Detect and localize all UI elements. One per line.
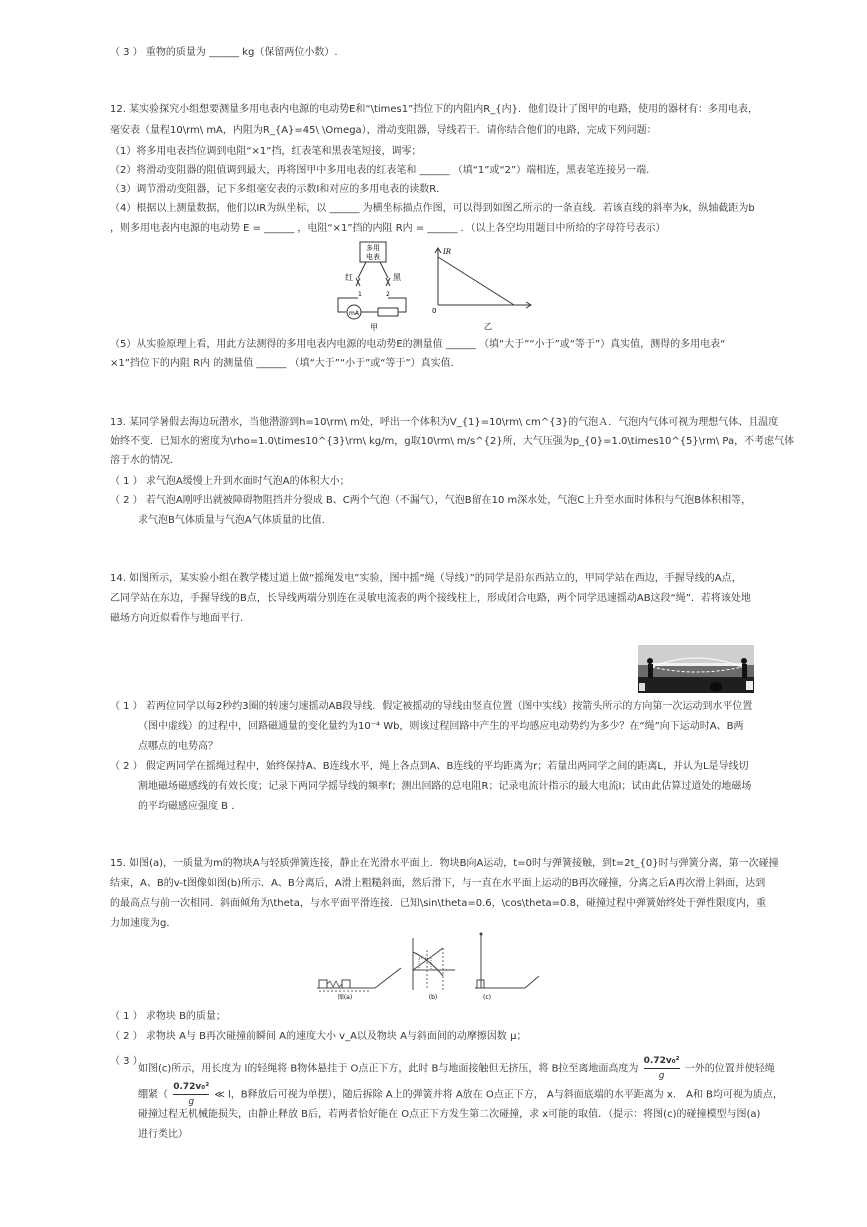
q13-intro-2: 始终不变．已知水的密度为\rho=1.0\times10^{3}\rm\ kg/m，g取10\rm\ m/s^{2}所，大气压强为p_{0}=1.0\times10^{5}\rm\ Pa，不考虑气体 <box>110 436 795 447</box>
meter-label-line1: 多用 <box>366 244 380 252</box>
meter-label-line2: 电表 <box>366 253 380 261</box>
q12-intro-1: 12. 某实验探究小组想要测量多用电表内电源的电动势E和“\times1”挡位下的内阻内R_{内}．他们设计了图甲的电路，使用的器材有：多用电表， <box>110 104 758 115</box>
red-probe-label: 红 <box>345 273 353 282</box>
q15-part-3d: 进行类比） <box>138 1129 188 1140</box>
fraction-numerator-2: 0.72v₀² <box>173 1080 209 1095</box>
terminal-2-label: 2 <box>386 291 390 298</box>
graph-y-axis-label: IR <box>443 248 452 256</box>
q14-part-1c: 点哪点的电势高？ <box>138 741 218 752</box>
q14-intro-1: 14. 如图所示，某实验小组在教学楼过道上做“摇绳发电”实验，图中摇“绳（导线）”的同学是沿东西站立的，甲同学站在西边，手握导线的A点， <box>110 573 742 584</box>
q14-part-1a: （ 1 ） 若两位同学以每2秒约3圈的转速匀速摇动AB段导线．假定被摇动的导线由竖直位置（图中实线）按箭头所示的方向第一次运动到水平位置 <box>110 701 753 712</box>
graph-yi <box>430 245 540 331</box>
q12-step-5a: （5）从实验原理上看，用此方法测得的多用电表内电源的电动势E的测量值 ______ （填“大于”“小于”或“等于”）真实值，测得的多用电表“ <box>110 339 726 350</box>
fraction-inline-2 <box>173 1080 209 1109</box>
q15-part-3-number: （ 3 ） <box>110 1056 143 1067</box>
q13-part-1: （ 1 ） 求气泡A缓慢上升到水面时气泡A的体积大小； <box>110 476 350 487</box>
q14-part-1b: （图中虚线）的过程中，回路磁通量的变化量约为10⁻⁴ Wb，则该过程回路中产生的平均感应电动势约为多少？在“绳”向下运动时A、B两 <box>138 721 744 732</box>
q15-part-3b-text: ≪ l，B释放后可视为单摆），随后拆除 A上的弹簧并将 A放在 O点正下方， A与斜面底端的水平距离为 x． A和 B均可视为质点， <box>214 1089 783 1101</box>
q12-intro-2: 毫安表（量程10\rm\ mA，内阻为R_{A}=45\ \Omega），滑动变阻器，导线若干．请你结合他们的电路，完成下列问题： <box>110 125 657 136</box>
q12-step-3: （3）调节滑动变阻器，记下多组毫安表的示数I和对应的多用电表的读数R． <box>110 184 447 195</box>
q12-step-5b: ×1”挡位下的内阻 R内 的测量值 ______ （填“大于”“小于”或“等于”）真实值． <box>110 358 461 369</box>
q15-part-3a-text: 如图(c)所示，用长度为 l的轻绳将 B物体悬挂于 O点正下方，此时 B与地面接触但无挤压，将 B拉至离地面高度为 <box>138 1063 639 1075</box>
q15-part-3c: 碰撞过程无机械能损失，由静止释放 B后，若两者恰好能在 O点正下方发生第二次碰撞，求 x可能的取值．（提示：将图(c)的碰撞模型与图(a) <box>138 1109 761 1120</box>
fraction-denominator-2: g <box>188 1097 195 1107</box>
q12-step-4b: ，则多用电表内电源的电动势 E = ______ ，电阻“×1”挡的内阻 R内 = ______ ．（以上各空均用题目中所给的字母符号表示） <box>110 223 666 234</box>
fig-a-label: 图(a) <box>337 994 353 1001</box>
q12-step-4a: （4）根据以上测量数据，他们以IR为纵坐标，以 ______ 为横坐标描点作图，可以得到如图乙所示的一条直线．若该直线的斜率为k，纵轴截距为b <box>110 203 755 214</box>
circuit-diagram-jia <box>330 240 430 332</box>
q14-part-2b: 割地磁场磁感线的有效长度；记录下两同学摇导线的频率f；测出回路的总电阻R；记录电流计指示的最大电流I；试由此估算过道处的地磁场 <box>138 781 752 792</box>
q15-part-3a <box>138 1054 775 1083</box>
q13-intro-3: 溶于水的情况． <box>110 455 180 466</box>
q14-intro-2: 乙同学站在东边，手握导线的B点，长导线两端分别连在灵敏电流表的两个接线柱上，形成闭合电路，两个同学迅速摇动AB这段“绳”．若将该处地 <box>110 593 751 604</box>
q15-intro-2: 结束，A、B的v-t图像如图(b)所示．A、B分离后，A滑上粗糙斜面，然后滑下，与一直在水平面上运动的B再次碰撞，分离之后A再次滑上斜面，达到 <box>110 878 766 889</box>
figure-label-jia: 甲 <box>370 323 378 332</box>
q15-intro-3: 的最高点与前一次相同．斜面倾角为\theta，与水平面平滑连接．已知\sin\theta=0.6，\cos\theta=0.8，碰撞过程中弹簧始终处于弹性限度内，重 <box>110 898 766 909</box>
rheostat-symbol <box>378 308 398 316</box>
q13-part-2a: （ 2 ） 若气泡A刚呼出就被障碍物阻挡并分裂成 B、C两个气泡（不漏气），气泡B留在10 m深水处，气泡C上升至水面时体积与气泡B体积相等， <box>110 495 752 506</box>
q12-step-1: （1）将多用电表挡位调到电阻“×1”挡，红表笔和黑表笔短接，调零； <box>110 146 422 157</box>
q15-part-3b <box>138 1080 783 1109</box>
q15-part-3a-tail: 一外的位置并使轻绳 <box>684 1063 775 1075</box>
graph-line <box>438 257 514 305</box>
q15-figures <box>315 930 555 1002</box>
q14-part-2a: （ 2 ） 假定两同学在摇绳过程中，始终保持A、B连线水平，绳上各点到A、B连线的平均距离为r；若量出两同学之间的距离L，并认为L是导线切 <box>110 761 749 772</box>
q15-part-2: （ 2 ） 求物块 A与 B再次碰撞前瞬间 A的速度大小 v_A以及物块 A与斜面间的动摩擦因数 μ； <box>110 1031 527 1042</box>
milliammeter-label: mA <box>349 310 359 317</box>
black-probe-label: 黑 <box>393 273 401 282</box>
q13-intro-1: 13. 某同学暑假去海边玩潜水，当他潜游到h=10\rm\ m处，呼出一个体积为V_{1}=10\rm\ cm^{3}的气泡Ａ．气泡内气体可视为理想气体、且温度 <box>110 417 779 428</box>
fig-c-label: (c) <box>483 994 491 1001</box>
q15-intro-4: 力加速度为g． <box>110 918 177 929</box>
fraction-inline-1 <box>644 1054 680 1083</box>
fraction-numerator: 0.72v₀² <box>644 1054 680 1069</box>
rope-generator-photo <box>638 645 754 693</box>
graph-origin-label: 0 <box>432 307 437 315</box>
q15-part-1: （ 1 ） 求物块 B的质量； <box>110 1011 226 1022</box>
terminal-1-label: 1 <box>358 291 362 298</box>
fraction-denominator: g <box>658 1071 665 1081</box>
q11-part3: （ 3 ） 重物的质量为 ______ kg（保留两位小数）. <box>110 47 338 58</box>
q12-step-2: （2）将滑动变阻器的阻值调到最大，再将图甲中多用电表的红表笔和 ______ （填“1”或“2”）端相连，黑表笔连接另一端． <box>110 165 657 176</box>
fig-b-label: (b) <box>428 994 438 1001</box>
q14-part-2c: 的平均磁感应强度 B ． <box>138 801 242 812</box>
q15-part-3b-open: 绷紧（ <box>138 1089 168 1101</box>
q14-intro-3: 磁场方向近似看作与地面平行． <box>110 613 250 624</box>
q13-part-2b: 求气泡B气体质量与气泡A气体质量的比值． <box>138 515 332 526</box>
q15-intro-1: 15. 如图(a)，一质量为m的物块A与轻质弹簧连接，静止在光滑水平面上．物块B向A运动，t=0时与弹簧接触，到t=2t_{0}时与弹簧分离，第一次碰撞 <box>110 858 779 869</box>
figure-label-yi: 乙 <box>484 322 492 331</box>
